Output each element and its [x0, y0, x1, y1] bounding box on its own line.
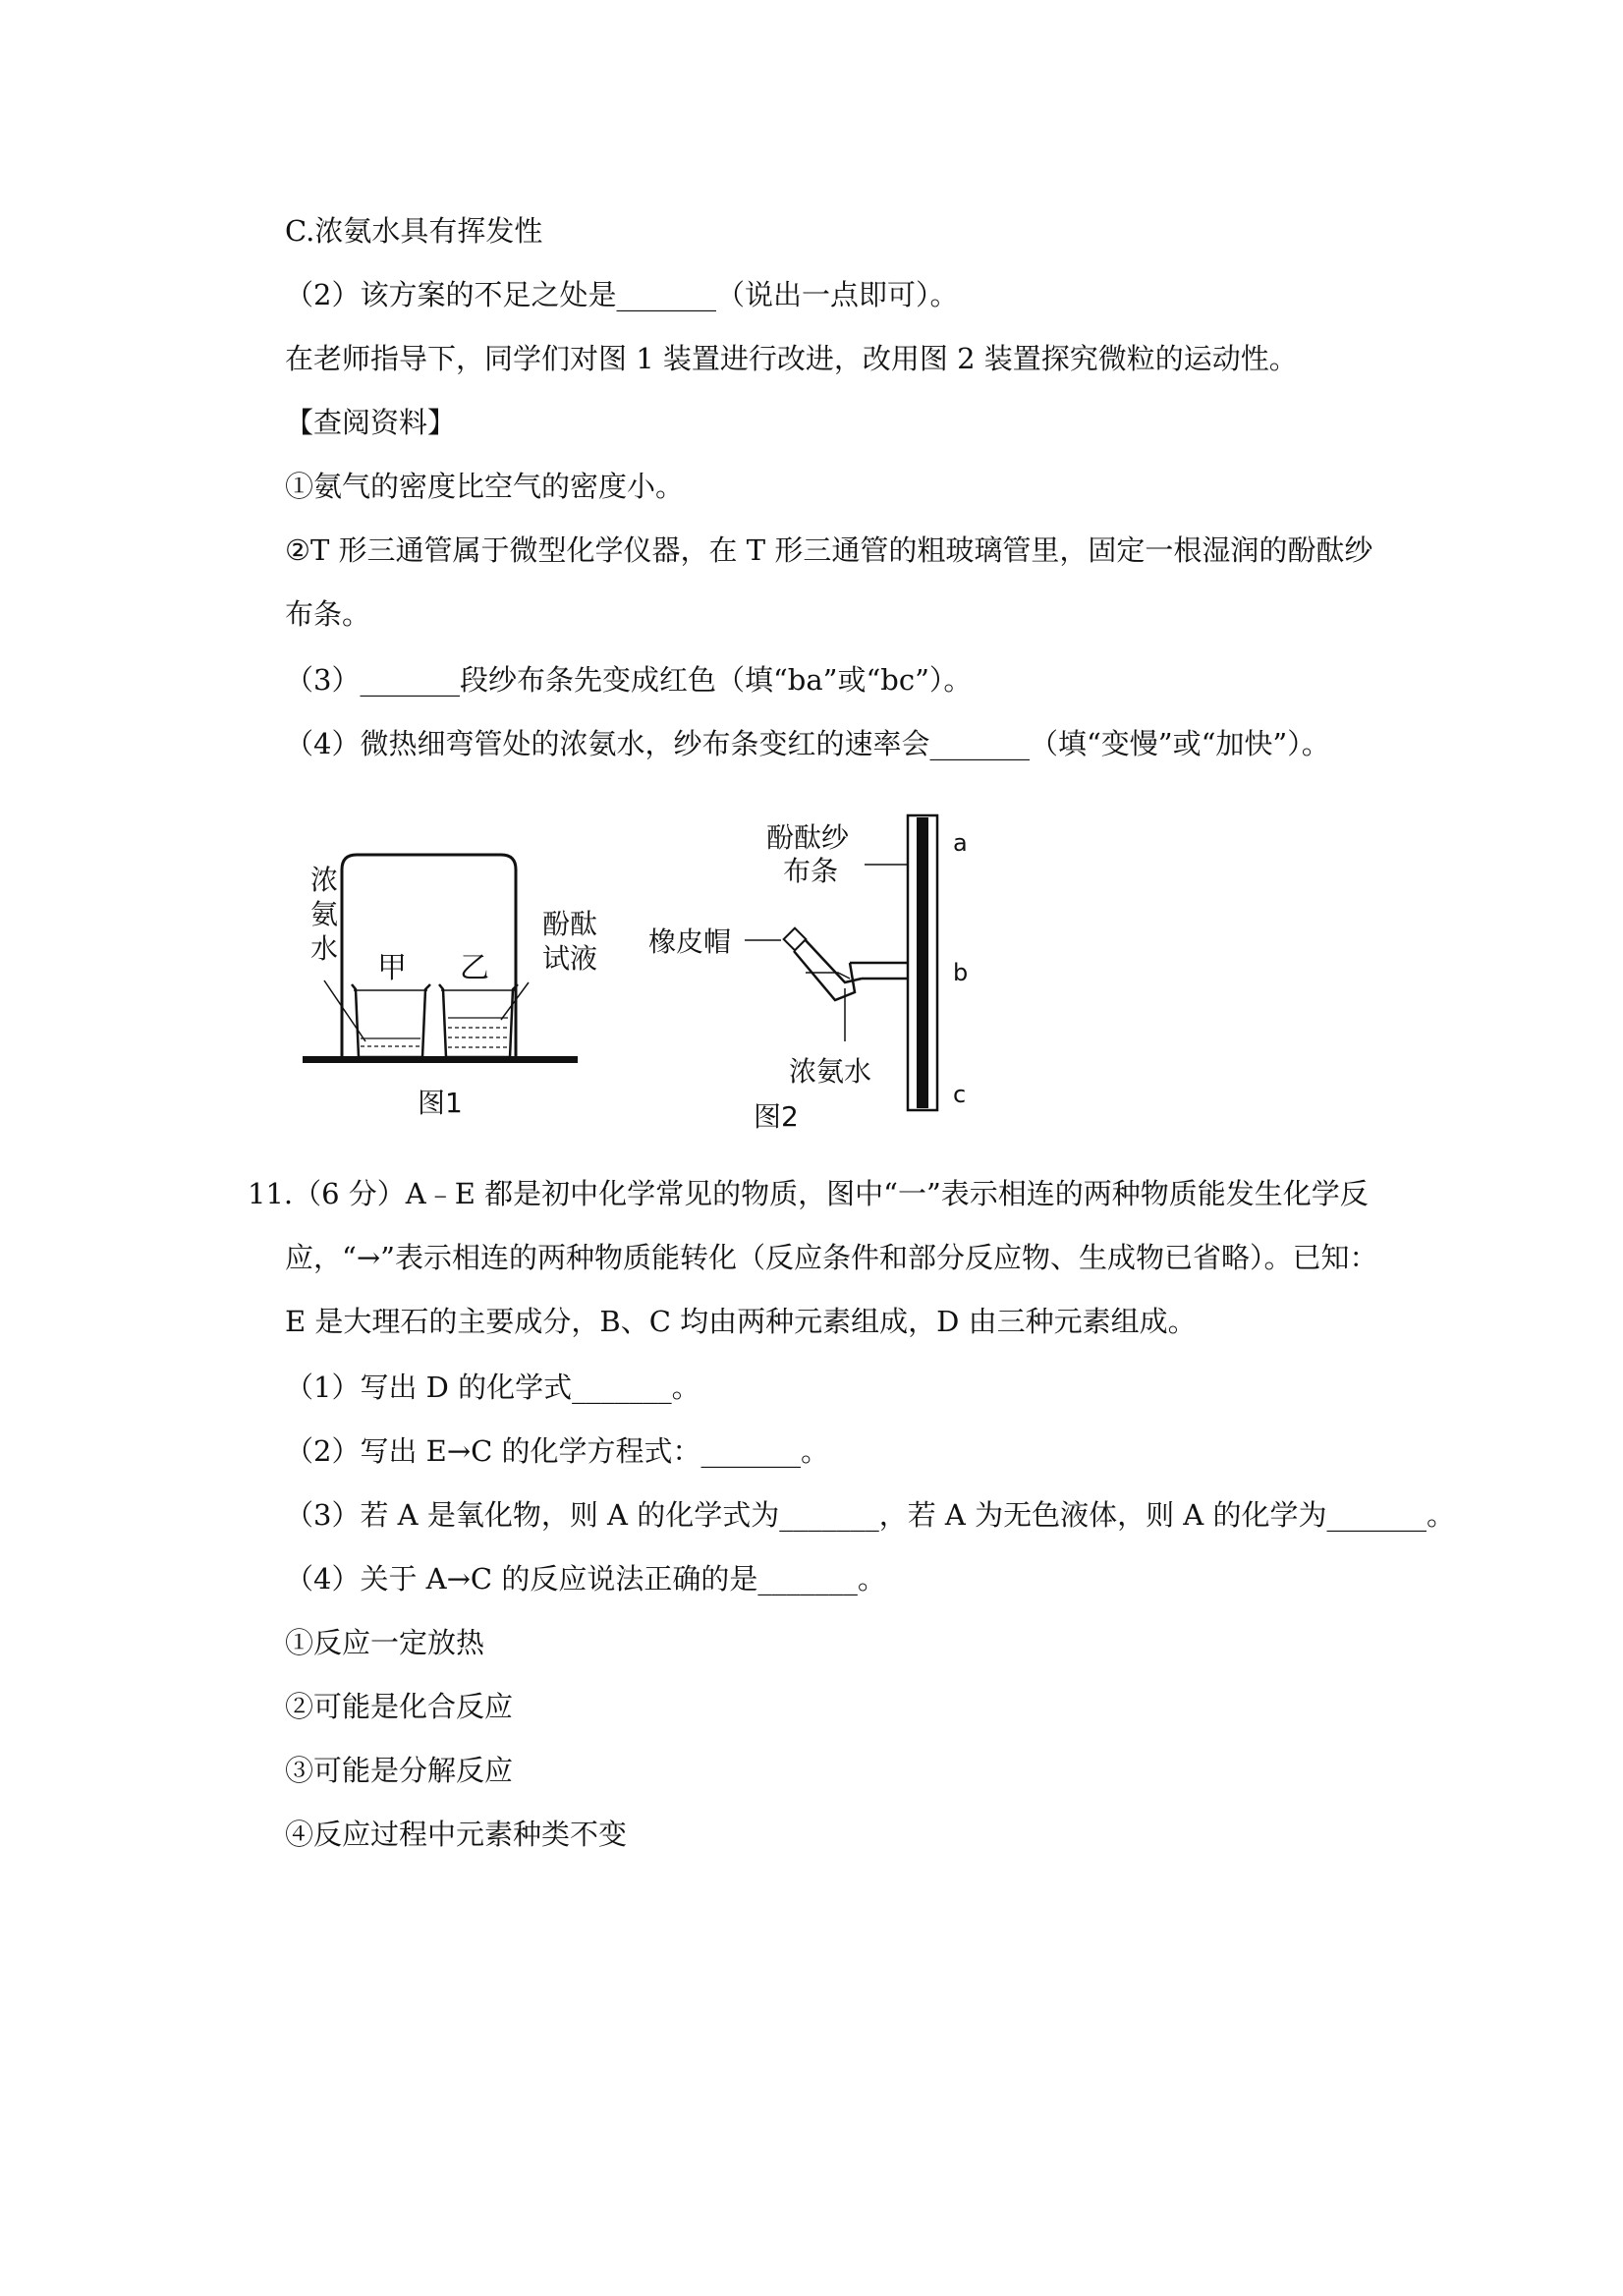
- text-line-3: 在老师指导下，同学们对图 1 装置进行改进，改用图 2 装置探究微粒的运动性。: [285, 342, 1298, 375]
- text-line-2: （2）该方案的不足之处是_______（说出一点即可）。: [285, 278, 959, 311]
- sub-question-3: （3）若 A 是氧化物，则 A 的化学式为_______，若 A 为无色液体，则 A 的化学为_______。: [285, 1498, 1455, 1532]
- text-line-1: C.浓氨水具有挥发性: [285, 214, 543, 248]
- fig2-point-a: a: [953, 829, 968, 857]
- question-11-line-2: 应，“→”表示相连的两种物质能转化（反应条件和部分反应物、生成物已省略）。已知：: [285, 1241, 1378, 1274]
- fig2-caption: 图2: [754, 1100, 799, 1133]
- option-3: ③可能是分解反应: [285, 1754, 514, 1787]
- figure-1: [295, 835, 598, 1130]
- text-line-9: （4）微热细弯管处的浓氨水，纱布条变红的速率会_______（填“变慢”或“加快”）。: [285, 727, 1330, 760]
- fig2-label-ammonia: 浓氨水: [789, 1055, 872, 1088]
- question-11-line-3: E 是大理石的主要成分，B、C 均由两种元素组成，D 由三种元素组成。: [285, 1305, 1197, 1338]
- text-line-8: （3）_______段纱布条先变成红色（填“ba”或“bc”）。: [285, 663, 973, 697]
- text-line-6: ②T 形三通管属于微型化学仪器，在 T 形三通管的粗玻璃管里，固定一根湿润的酚酞纱: [285, 533, 1373, 567]
- fig1-label-phenol-2: 试液: [542, 942, 598, 975]
- fig2-label-cap: 橡皮帽: [648, 925, 732, 958]
- text-line-4: 【查阅资料】: [285, 406, 457, 439]
- fig1-caption: 图1: [418, 1087, 463, 1119]
- sub-question-1: （1）写出 D 的化学式_______。: [285, 1371, 700, 1404]
- fig1-label-yi: 乙: [460, 951, 489, 985]
- fig2-label-cloth-2: 布条: [783, 855, 839, 887]
- option-4: ④反应过程中元素种类不变: [285, 1818, 628, 1851]
- sub-question-4: （4）关于 A→C 的反应说法正确的是_______。: [285, 1562, 886, 1596]
- text-line-5: ①氨气的密度比空气的密度小。: [285, 470, 685, 503]
- fig1-label-phenol-1: 酚酞: [542, 908, 598, 940]
- fig2-point-b: b: [953, 959, 969, 986]
- text-line-7: 布条。: [285, 597, 371, 631]
- question-11-line-1: 11.（6 分）A﹣E 都是初中化学常见的物质，图中“一”表示相连的两种物质能发生化学反: [248, 1177, 1369, 1210]
- figure-2: [644, 806, 997, 1140]
- fig1-label-ammonia-1: 浓: [310, 864, 339, 896]
- option-2: ②可能是化合反应: [285, 1690, 514, 1723]
- fig2-point-c: c: [953, 1081, 967, 1108]
- fig2-label-cloth-1: 酚酞纱: [766, 821, 850, 854]
- fig1-label-ammonia-3: 水: [310, 932, 339, 965]
- option-1: ①反应一定放热: [285, 1626, 485, 1659]
- sub-question-2: （2）写出 E→C 的化学方程式：_______。: [285, 1434, 830, 1468]
- fig1-label-jia: 甲: [377, 951, 407, 985]
- fig1-label-ammonia-2: 氨: [310, 898, 339, 930]
